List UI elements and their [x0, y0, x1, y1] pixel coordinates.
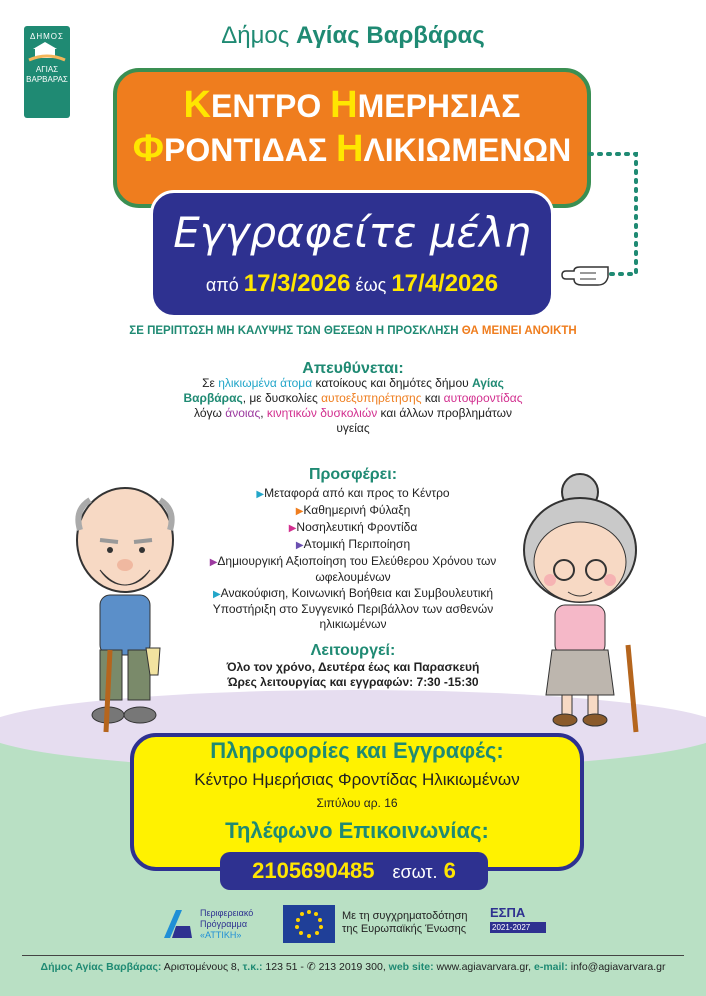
pointing-hand-icon: [560, 257, 610, 287]
triangle-bullet-icon: ▶: [256, 489, 265, 500]
title-word: ΕΝΤΡΟ: [211, 88, 331, 124]
attiki-line: Πρόγραμμα: [200, 919, 248, 929]
title-line-1: [113, 84, 591, 127]
offer-item: ▶Καθημερινή Φύλαξη: [295, 503, 411, 517]
offer-item: ▶Δημιουργική Αξιοποίηση του Ελεύθερου Χρόνου των ωφελουμένων: [209, 554, 497, 584]
phone-number[interactable]: [220, 858, 488, 884]
hours-text: [180, 660, 526, 690]
triangle-bullet-icon: ▶: [209, 557, 218, 568]
title-initial: Κ: [183, 84, 211, 126]
title-word: ΛΙΚΙΩΜΕΝΩΝ: [363, 132, 572, 168]
footer: Δήμος Αγίας Βαρβάρας: Αριστομένους 8, τ.κ.: 123 51 - ✆ 213 2019 300, web site: www.agiavarvara.gr, e-mail: info@agiavarvara.gr: [40, 961, 666, 973]
title-word: ΡΟΝΤΙΔΑΣ: [164, 132, 336, 168]
offer-item: ▶Μεταφορά από και προς το Κέντρο: [256, 486, 450, 500]
offer-item: ▶Νοσηλευτική Φροντίδα: [288, 520, 418, 534]
logo-text-2: ΑΓΙΑΣ: [35, 65, 59, 74]
email-link[interactable]: info@agiavarvara.gr: [567, 961, 666, 973]
open-call-notice: [0, 325, 706, 337]
triangle-bullet-icon: ▶: [295, 540, 304, 551]
logo-text-1: ΔΗΜΟΣ: [30, 32, 64, 41]
eu-stars-icon: [283, 905, 335, 943]
espa-years: 2021-2027: [490, 922, 546, 933]
grandmother-illustration: [510, 470, 640, 735]
phone-icon: ✆: [306, 961, 316, 973]
notice-highlight: ΘΑ ΜΕΙΝΕΙ ΑΝΟΙΚΤΗ: [461, 325, 577, 337]
attiki-icon: [160, 906, 196, 942]
eu-cofunding-text: Με τη συγχρηματοδότηση της Ευρωπαϊκής Ένωσης: [342, 910, 468, 935]
title-initial: Η: [335, 128, 364, 170]
municipality-name: [0, 22, 706, 50]
logo-text-3: ΒΑΡΒΑΡΑΣ: [26, 75, 68, 84]
to-label: έως: [355, 275, 387, 295]
center-name: Κέντρο Ημερήσιας Φροντίδας Ηλικιωμένων: [194, 770, 520, 789]
title-initial: Φ: [132, 128, 164, 170]
from-date: 17/3/2026: [243, 270, 351, 297]
website-link[interactable]: www.agiavarvara.gr,: [433, 961, 534, 973]
enroll-dates: [150, 270, 554, 298]
municipality-prefix: Δήμος: [221, 22, 296, 49]
hours-line: Όλο τον χρόνο, Δευτέρα έως και Παρασκευή: [226, 660, 480, 674]
info-heading: Πληροφορίες και Εγγραφές:: [210, 738, 504, 763]
enroll-headline: Εγγραφείτε μέλη: [173, 208, 531, 257]
attiki-line: «ΑΤΤΙΚΗ»: [200, 930, 242, 940]
to-date: 17/4/2026: [391, 270, 499, 297]
ext-value: 6: [443, 858, 456, 883]
eu-flag-icon: [283, 905, 335, 943]
title-initial: Η: [330, 84, 358, 126]
footer-divider: [22, 955, 684, 956]
triangle-bullet-icon: ▶: [212, 589, 221, 600]
title-word: ΜΕΡΗΣΙΑΣ: [357, 88, 521, 124]
triangle-bullet-icon: ▶: [295, 506, 304, 517]
ext-label: εσωτ.: [392, 862, 438, 882]
offers-heading: Προσφέρει:: [308, 466, 398, 483]
phone-heading: Τηλέφωνο Επικοινωνίας:: [225, 818, 489, 843]
attiki-line: Περιφερειακό: [200, 908, 254, 918]
center-address: Σιπύλου αρ. 16: [316, 796, 398, 810]
triangle-bullet-icon: ▶: [288, 523, 297, 534]
offer-item: ▶Ατομική Περιποίηση: [295, 537, 411, 551]
title-line-2: [113, 128, 591, 171]
audience-text: Σε ηλικιωμένα άτομα κατοίκους και δημότες δήμου Αγίας Βαρβάρας, με δυσκολίες αυτοεξυπηρέτησης και αυτοφροντίδας λόγω άνοιας, κινητικών δυσκολιών και άλλων προβλημάτων υγείας: [183, 376, 523, 435]
grandfather-illustration: [70, 470, 180, 740]
municipality-title: Αγίας Βαρβάρας: [296, 22, 485, 49]
hours-heading: Λειτουργεί:: [310, 642, 396, 659]
offers-list: [180, 486, 526, 633]
espa-title: ΕΣΠΑ: [490, 905, 526, 920]
phone-value[interactable]: 2105690485: [252, 858, 375, 883]
attiki-program-logo: [160, 902, 270, 950]
espa-logo: [490, 905, 546, 945]
audience-heading: Απευθύνεται:: [302, 360, 404, 377]
offer-item: ▶Ανακούφιση, Κοινωνική Βοήθεια και Συμβουλευτική Υποστήριξη στο Συγγενικό Περιβάλλον των ασθενών ηλικιωμένων: [212, 586, 494, 631]
hours-line: Ώρες λειτουργίας και εγγραφών: 7:30 -15:30: [227, 675, 479, 689]
notice-text: ΣΕ ΠΕΡΙΠΤΩΣΗ ΜΗ ΚΑΛΥΨΗΣ ΤΩΝ ΘΕΣΕΩΝ Η ΠΡΟΣΚΛΗΣΗ: [129, 325, 462, 337]
from-label: από: [205, 275, 239, 295]
